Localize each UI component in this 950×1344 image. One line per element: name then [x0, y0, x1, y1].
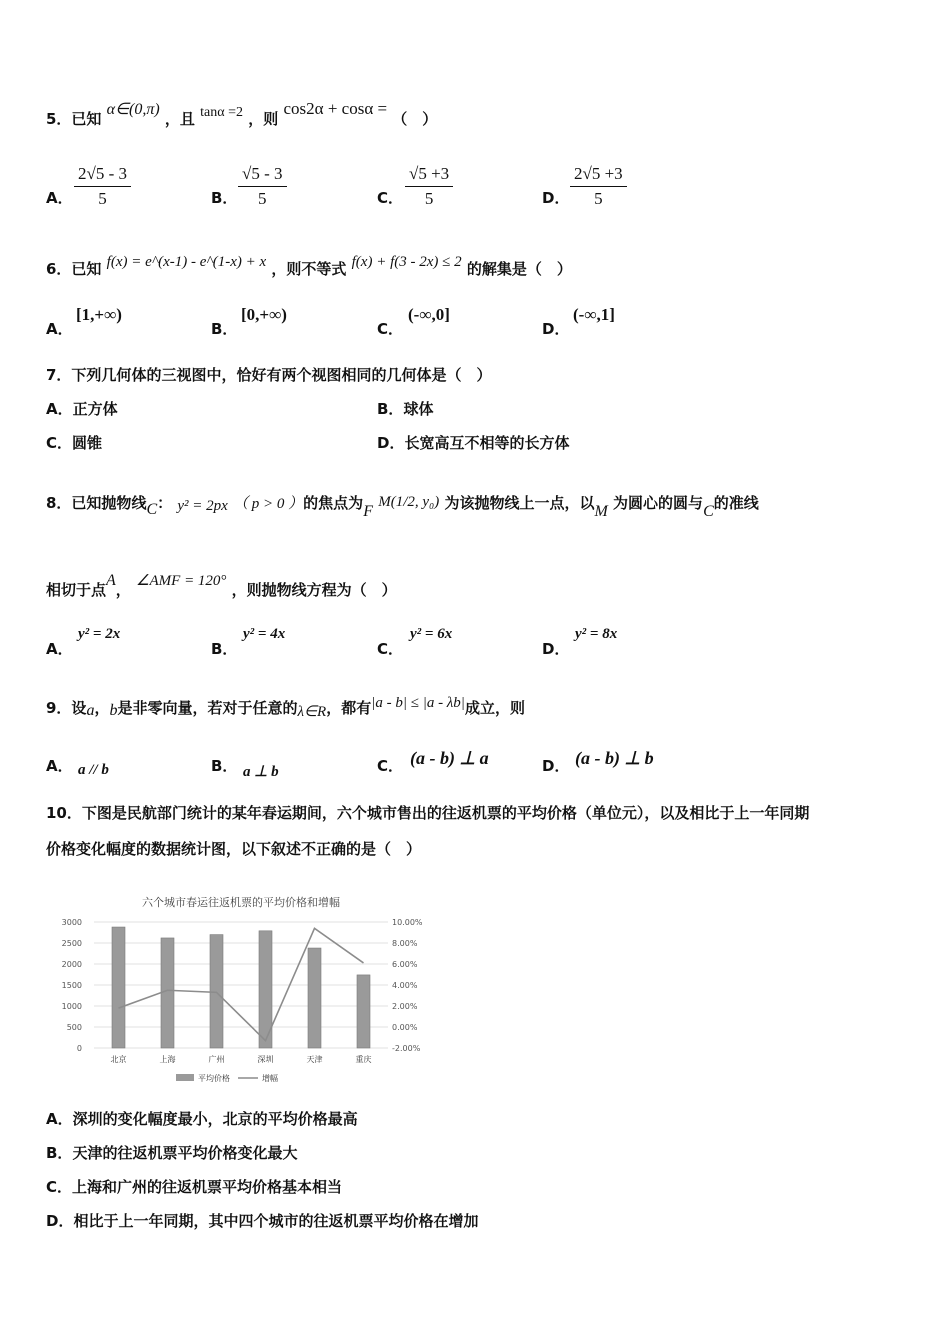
- q6-option-b-label: B．: [211, 320, 238, 338]
- q8-point-a: A: [106, 572, 116, 589]
- q5-option-c-denominator: 5: [424, 189, 434, 208]
- q10-option-d-label: D．: [46, 1212, 74, 1230]
- q8-option-b-label: B．: [211, 640, 238, 658]
- chart-legend-line-label: 增幅: [262, 1074, 278, 1083]
- q5-then: ，则: [248, 110, 279, 128]
- q5-option-a-denominator: 5: [98, 189, 107, 208]
- chart-left-tick-label: 3000: [61, 918, 82, 927]
- q8-part2: 为该抛物线上一点，以: [444, 494, 595, 512]
- chart-category-label: 上海: [159, 1055, 176, 1064]
- q7-option-b-text: 球体: [403, 400, 434, 418]
- q8-point-m-label: M: [594, 503, 608, 520]
- q10-option-d: [46, 1210, 478, 1231]
- q6-mid: ，则不等式: [271, 260, 347, 278]
- q9-part2: 是非零向量，若对于任意的: [117, 699, 298, 717]
- q5-and: ，且: [164, 110, 195, 128]
- q6-option-d-value: (-∞,1]: [573, 305, 615, 324]
- q8-stem-line1: [46, 492, 759, 520]
- q9-vector-a: a: [86, 702, 95, 719]
- q5-condition-tan: tanα =2: [200, 105, 244, 120]
- chart-left-tick-label: 1500: [61, 981, 82, 990]
- q8-option-a-label: A．: [46, 640, 73, 658]
- q10-option-c-label: C．: [46, 1178, 73, 1196]
- q9-option-b-value: a ⊥ b: [243, 764, 279, 780]
- chart-right-tick-label: 2.00%: [392, 1002, 418, 1011]
- q9-inequality: |a - b| ≤ |a - λb|: [371, 695, 465, 711]
- q10-option-d-text: 相比于上一年同期，其中四个城市的往返机票平均价格在增加: [73, 1212, 479, 1230]
- chart-category-label: 深圳: [257, 1055, 274, 1064]
- q7-option-a-text: 正方体: [72, 400, 118, 418]
- q5-paren: （ ）: [392, 110, 438, 128]
- chart-bar: [357, 975, 370, 1048]
- q10-option-a-label: A．: [46, 1110, 73, 1128]
- q8-part3: 为圆心的圆与: [613, 494, 704, 512]
- q5-option-d-fraction: [570, 164, 627, 209]
- q8-option-b-value: y² = 4x: [243, 626, 286, 642]
- q10-option-c-text: 上海和广州的往返机票平均价格基本相当: [72, 1178, 343, 1196]
- q5-option-a-numerator: 2√5 - 3: [74, 164, 131, 187]
- q10-option-c: [46, 1176, 342, 1197]
- q9-option-d-label: D．: [542, 757, 570, 775]
- chart-right-tick-label: 6.00%: [392, 960, 418, 969]
- q10-option-a-text: 深圳的变化幅度最小，北京的平均价格最高: [72, 1110, 358, 1128]
- q10-option-b-text: 天津的往返机票平均价格变化最大: [72, 1144, 298, 1162]
- q6-option-a-label: A．: [46, 320, 73, 338]
- q6-option-b-value: [0,+∞): [241, 305, 287, 324]
- q5-option-b-label: B．: [211, 189, 238, 207]
- q6-tail: 的解集是（ ）: [466, 260, 572, 278]
- q5-stem: [46, 99, 438, 129]
- q5-option-a-label: A．: [46, 189, 73, 207]
- q9-part3: ，都有: [326, 699, 372, 717]
- q10-stem-line1: 10．下图是民航部门统计的某年春运期间，六个城市售出的往返机票的平均价格（单位元），以及相比于上一年同期: [46, 804, 810, 822]
- q10-option-a: [46, 1108, 358, 1129]
- q8-option-d-label: D．: [542, 640, 570, 658]
- q5-option-c-label: C．: [377, 189, 404, 207]
- q7-option-b-label: B．: [377, 400, 404, 418]
- chart-bar: [161, 938, 174, 1048]
- q6-option-c-value: (-∞,0]: [408, 305, 450, 324]
- q10-option-b-label: B．: [46, 1144, 73, 1162]
- q7-option-c: [46, 432, 102, 453]
- chart-left-tick-label: 500: [66, 1023, 82, 1032]
- chart-left-tick-label: 2500: [61, 939, 82, 948]
- q9-option-a-value: a // b: [78, 762, 109, 778]
- q5-option-c-fraction: [405, 164, 453, 209]
- chart-title: 六个城市春运往返机票的平均价格和增幅: [142, 896, 340, 909]
- q7-option-c-text: 圆锥: [72, 434, 103, 452]
- q7-option-a-label: A．: [46, 400, 73, 418]
- q9-option-a-label: A．: [46, 757, 73, 775]
- q8-option-c-label: C．: [377, 640, 404, 658]
- chart-bar: [210, 935, 223, 1048]
- q6-number: 6．已知: [46, 260, 102, 278]
- q7-option-d: [377, 432, 569, 453]
- q9-option-d-value: (a - b) ⊥ b: [575, 748, 654, 768]
- q8-option-c-value: y² = 6x: [410, 626, 453, 642]
- q10-stem-line2: 价格变化幅度的数据统计图，以下叙述不正确的是（ ）: [46, 840, 422, 858]
- q5-option-d-label: D．: [542, 189, 570, 207]
- q6-option-c-label: C．: [377, 320, 404, 338]
- chart-category-label: 北京: [110, 1055, 127, 1064]
- q5-option-c-numerator: √5 +3: [405, 164, 453, 187]
- q8-angle: ∠AMF = 120°: [136, 573, 227, 589]
- q9-stem: [46, 697, 525, 718]
- q8-option-d-value: y² = 8x: [575, 626, 618, 642]
- q6-option-d-label: D．: [542, 320, 570, 338]
- chart-right-tick-label: 10.00%: [392, 918, 423, 927]
- q7-option-a: [46, 398, 118, 419]
- q8-stem-line2: [46, 572, 397, 600]
- q7-option-d-text: 长宽高互不相等的长方体: [404, 434, 570, 452]
- q6-function: f(x) = e^(x-1) - e^(1-x) + x: [106, 254, 267, 270]
- chart-right-tick-label: -2.00%: [392, 1044, 421, 1053]
- q5-option-b-fraction: [238, 164, 287, 209]
- q9-separator: ，: [94, 699, 110, 717]
- q5-expression: cos2α + cosα =: [283, 99, 388, 118]
- q8-focus-text: 的焦点为: [303, 494, 364, 512]
- q6-stem: [46, 254, 572, 279]
- chart-change-line: [119, 928, 364, 1040]
- q8-focus-f: F: [363, 503, 373, 520]
- q5-condition-alpha-range: α∈(0,π): [106, 101, 160, 118]
- q5-number: 5．已知: [46, 110, 102, 128]
- q8-line2-end: ，则抛物线方程为（ ）: [231, 581, 397, 599]
- chart-bar: [308, 948, 321, 1048]
- q10-chart-svg: [56, 890, 436, 1090]
- q9-vector-b: b: [109, 702, 118, 719]
- q5-option-b-denominator: 5: [258, 189, 267, 208]
- q8-curve-c: C: [146, 501, 158, 518]
- q7-option-d-label: D．: [377, 434, 405, 452]
- q10-option-b: [46, 1142, 297, 1163]
- q6-inequality: f(x) + f(3 - 2x) ≤ 2: [351, 254, 462, 270]
- q10-chart: [56, 890, 436, 1090]
- chart-category-label: 天津: [306, 1055, 323, 1064]
- q8-curve-c2: C: [703, 503, 714, 520]
- q5-option-b-numerator: √5 - 3: [238, 164, 287, 187]
- q8-option-a-value: y² = 2x: [78, 626, 121, 642]
- q5-option-d-numerator: 2√5 +3: [570, 164, 627, 187]
- chart-right-tick-label: 4.00%: [392, 981, 418, 990]
- q9-lambda: λ∈R: [297, 704, 327, 720]
- q8-condition: （ p > 0 ）: [233, 496, 304, 512]
- chart-category-label: 广州: [208, 1055, 225, 1064]
- q9-part1: 9．设: [46, 699, 87, 717]
- q8-part4: 的准线: [713, 494, 759, 512]
- chart-right-tick-label: 0.00%: [392, 1023, 418, 1032]
- q9-part4: 成立，则: [464, 699, 525, 717]
- q9-option-b-label: B．: [211, 757, 238, 775]
- chart-legend-bar-label: 平均价格: [198, 1074, 230, 1083]
- q7-option-c-label: C．: [46, 434, 73, 452]
- q8-part1: 8．已知抛物线: [46, 494, 147, 512]
- q7-option-b: [377, 398, 433, 419]
- chart-left-tick-label: 0: [76, 1044, 82, 1053]
- chart-legend-bar-swatch: [176, 1074, 194, 1081]
- chart-left-tick-label: 1000: [61, 1002, 82, 1011]
- q9-option-c-value: (a - b) ⊥ a: [410, 748, 489, 768]
- chart-bar: [112, 927, 125, 1048]
- q9-option-c-label: C．: [377, 757, 404, 775]
- q8-line2-start: 相切于点: [46, 581, 107, 599]
- q5-option-a-fraction: [74, 164, 131, 209]
- q8-parabola-equation: y² = 2px: [177, 498, 228, 514]
- chart-left-tick-label: 2000: [61, 960, 82, 969]
- q8-comma: ，: [115, 581, 131, 599]
- q8-point-m: M(1/2, y₀): [378, 494, 440, 510]
- chart-right-tick-label: 8.00%: [392, 939, 418, 948]
- chart-category-label: 重庆: [355, 1055, 372, 1064]
- q6-option-a-value: [1,+∞): [76, 305, 122, 324]
- q8-colon: ：: [157, 494, 173, 512]
- q5-option-d-denominator: 5: [594, 189, 603, 208]
- q7-stem: 7．下列几何体的三视图中，恰好有两个视图相同的几何体是（ ）: [46, 366, 492, 384]
